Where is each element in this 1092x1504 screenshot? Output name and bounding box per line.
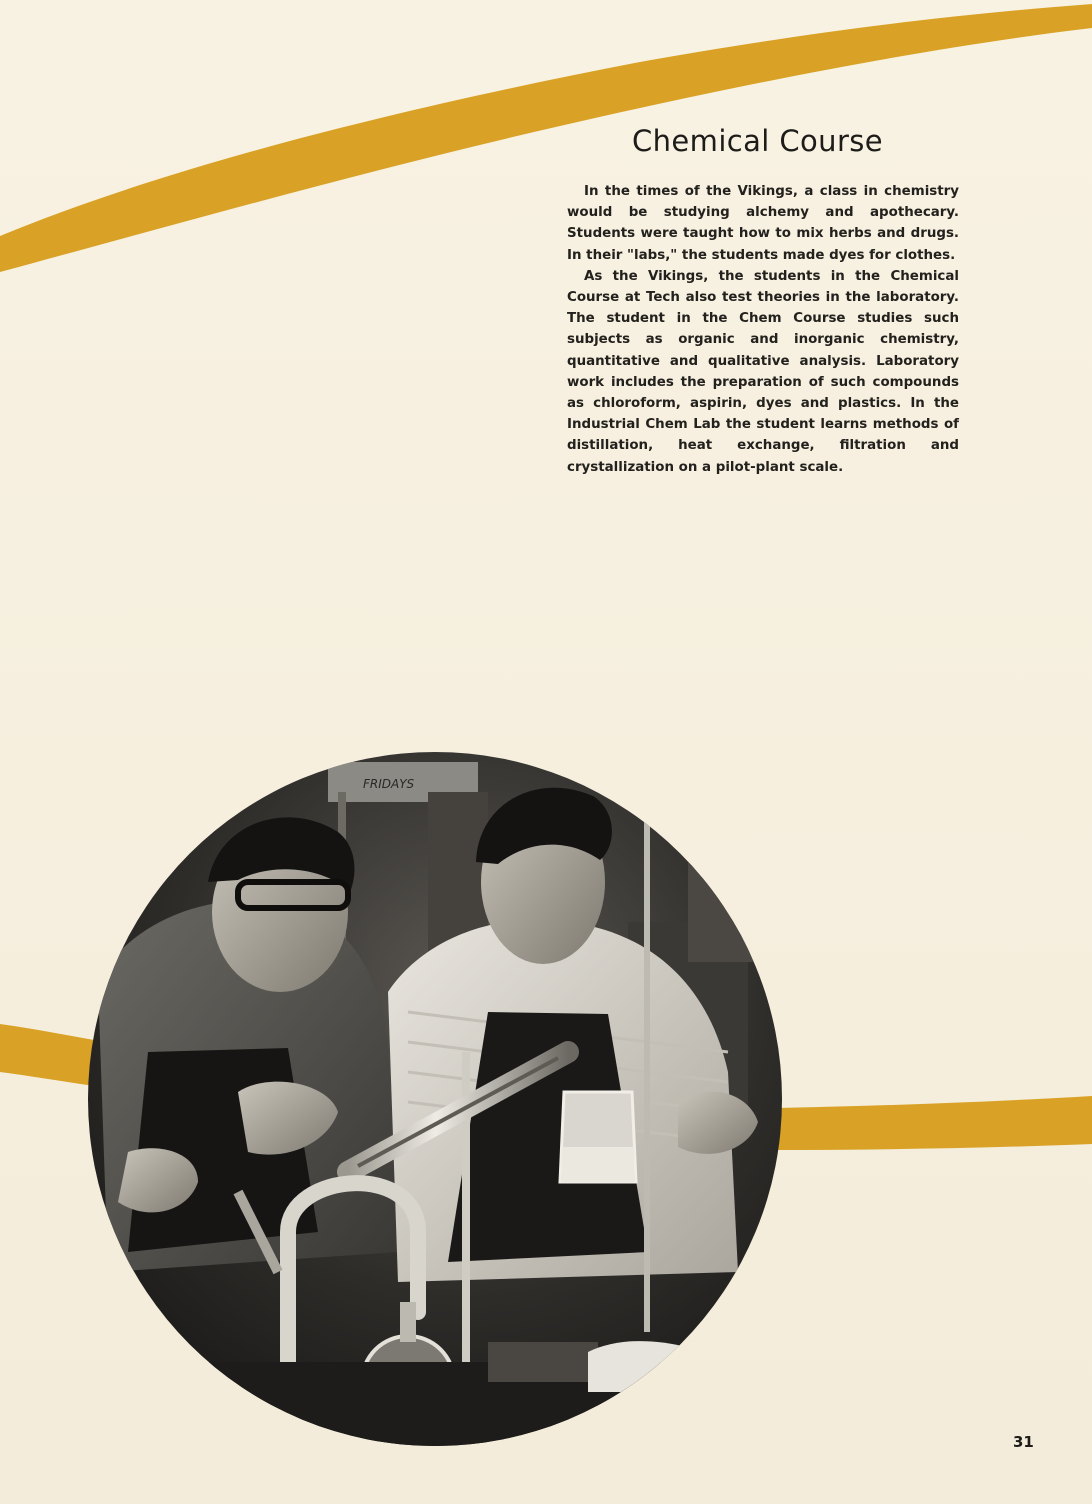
background-sign: FRIDAYS [363, 777, 415, 791]
paragraph-2: As the Vikings, the students in the Chemical Course at Tech also test theories in the laboratory. The student in the Chem Course studies such subjects as organic and inorganic chemistry, quantitative and qualitative analysis. Laboratory work includes the preparation of such compounds as chloroform, aspirin, dyes and plastics. In the Industrial Chem Lab the student learns methods of distillation, heat exchange, filtration and crystallization on a pilot-plant scale. [567, 268, 959, 475]
beaker-liquid [562, 1147, 634, 1182]
lab-stand-rod-2 [644, 772, 650, 1332]
lower-gold-band-left [0, 1024, 94, 1086]
page-number: 31 [1013, 1433, 1034, 1451]
page-title: Chemical Course [632, 124, 884, 158]
circular-lab-photo [88, 752, 782, 1446]
hot-plate [488, 1342, 598, 1382]
flask-neck [400, 1302, 416, 1342]
lower-gold-band-right [772, 1096, 1092, 1150]
paragraph-1: In the times of the Vikings, a class in chemistry would be studying alchemy and apothecary. Students were taught how to mix herbs and drugs. In their "labs," the students made dyes for clothes. [567, 184, 959, 263]
article-body [567, 181, 959, 478]
